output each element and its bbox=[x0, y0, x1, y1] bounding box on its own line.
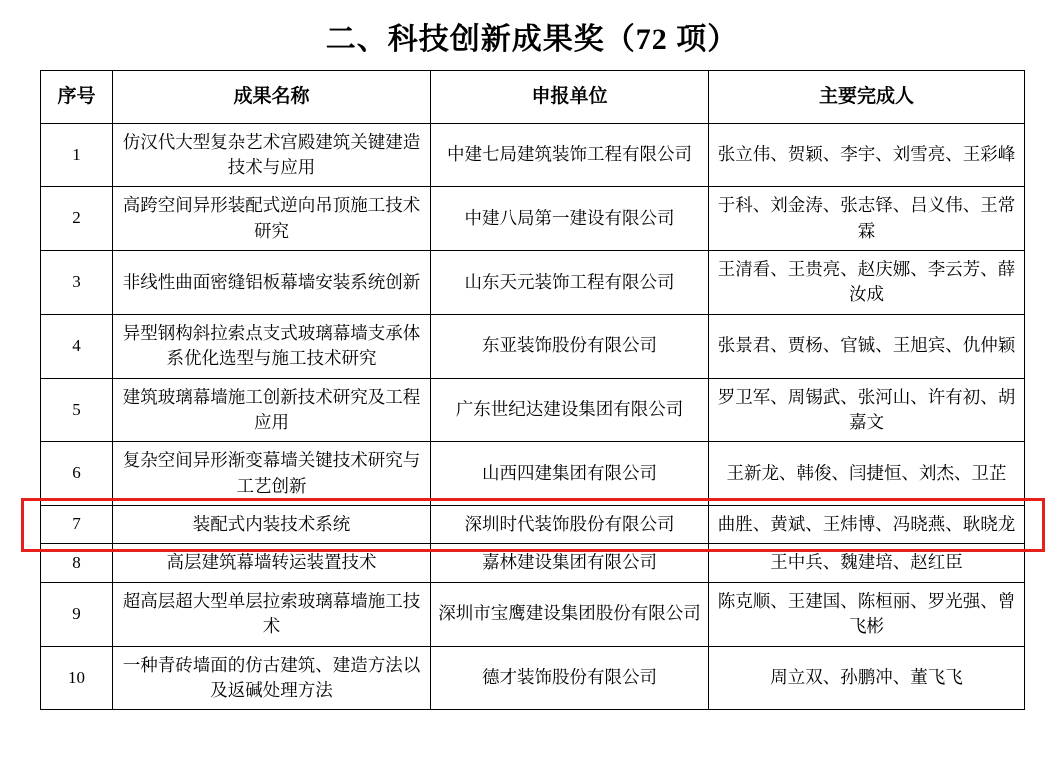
cell-name: 高层建筑幕墙转运装置技术 bbox=[113, 544, 431, 582]
table-row bbox=[41, 123, 1025, 187]
cell-name: 仿汉代大型复杂艺术宫殿建筑关键建造技术与应用 bbox=[113, 123, 431, 187]
cell-unit: 德才装饰股份有限公司 bbox=[431, 646, 709, 710]
cell-people: 于科、刘金涛、张志铎、吕义伟、王常霖 bbox=[709, 187, 1025, 251]
table-container bbox=[40, 70, 1024, 710]
cell-unit: 广东世纪达建设集团有限公司 bbox=[431, 378, 709, 442]
cell-people: 周立双、孙鹏冲、董飞飞 bbox=[709, 646, 1025, 710]
cell-index: 4 bbox=[41, 314, 113, 378]
table-row bbox=[41, 442, 1025, 506]
cell-index: 2 bbox=[41, 187, 113, 251]
cell-index: 9 bbox=[41, 582, 113, 646]
table-row bbox=[41, 646, 1025, 710]
award-table bbox=[40, 70, 1025, 710]
column-header-name: 成果名称 bbox=[113, 71, 431, 124]
cell-unit: 深圳时代装饰股份有限公司 bbox=[431, 506, 709, 544]
table-row bbox=[41, 251, 1025, 315]
cell-index: 10 bbox=[41, 646, 113, 710]
table-row bbox=[41, 187, 1025, 251]
cell-unit: 山东天元装饰工程有限公司 bbox=[431, 251, 709, 315]
cell-index: 3 bbox=[41, 251, 113, 315]
cell-people: 曲胜、黄斌、王炜博、冯晓燕、耿晓龙 bbox=[709, 506, 1025, 544]
cell-index: 5 bbox=[41, 378, 113, 442]
table-body bbox=[41, 123, 1025, 710]
cell-people: 张景君、贾杨、官铖、王旭宾、仇仲颖 bbox=[709, 314, 1025, 378]
column-header-people: 主要完成人 bbox=[709, 71, 1025, 124]
cell-unit: 东亚装饰股份有限公司 bbox=[431, 314, 709, 378]
cell-index: 1 bbox=[41, 123, 113, 187]
cell-name: 非线性曲面密缝铝板幕墙安装系统创新 bbox=[113, 251, 431, 315]
table-header bbox=[41, 71, 1025, 124]
cell-unit: 中建七局建筑装饰工程有限公司 bbox=[431, 123, 709, 187]
cell-name: 装配式内装技术系统 bbox=[113, 506, 431, 544]
cell-name: 超高层超大型单层拉索玻璃幕墙施工技术 bbox=[113, 582, 431, 646]
table-row bbox=[41, 314, 1025, 378]
cell-index: 8 bbox=[41, 544, 113, 582]
table-header-row bbox=[41, 71, 1025, 124]
cell-unit: 深圳市宝鹰建设集团股份有限公司 bbox=[431, 582, 709, 646]
cell-people: 张立伟、贺颖、李宇、刘雪亮、王彩峰 bbox=[709, 123, 1025, 187]
cell-index: 6 bbox=[41, 442, 113, 506]
cell-name: 复杂空间异形渐变幕墙关键技术研究与工艺创新 bbox=[113, 442, 431, 506]
column-header-unit: 申报单位 bbox=[431, 71, 709, 124]
cell-unit: 山西四建集团有限公司 bbox=[431, 442, 709, 506]
cell-people: 罗卫军、周锡武、张河山、许有初、胡嘉文 bbox=[709, 378, 1025, 442]
table-row bbox=[41, 544, 1025, 582]
cell-name: 异型钢构斜拉索点支式玻璃幕墙支承体系优化选型与施工技术研究 bbox=[113, 314, 431, 378]
table-row-highlighted bbox=[41, 506, 1025, 544]
cell-people: 王中兵、魏建培、赵红臣 bbox=[709, 544, 1025, 582]
cell-people: 王新龙、韩俊、闫捷恒、刘杰、卫芷 bbox=[709, 442, 1025, 506]
cell-people: 陈克顺、王建国、陈桓丽、罗光强、曾飞彬 bbox=[709, 582, 1025, 646]
cell-index: 7 bbox=[41, 506, 113, 544]
cell-people: 王清看、王贵亮、赵庆娜、李云芳、薛汝成 bbox=[709, 251, 1025, 315]
cell-unit: 中建八局第一建设有限公司 bbox=[431, 187, 709, 251]
cell-name: 一种青砖墙面的仿古建筑、建造方法以及返碱处理方法 bbox=[113, 646, 431, 710]
cell-unit: 嘉林建设集团有限公司 bbox=[431, 544, 709, 582]
table-row bbox=[41, 582, 1025, 646]
table-row bbox=[41, 378, 1025, 442]
page-title: 二、科技创新成果奖（72 项） bbox=[325, 23, 739, 56]
cell-name: 高跨空间异形装配式逆向吊顶施工技术研究 bbox=[113, 187, 431, 251]
cell-name: 建筑玻璃幕墙施工创新技术研究及工程应用 bbox=[113, 378, 431, 442]
column-header-index: 序号 bbox=[41, 71, 113, 124]
